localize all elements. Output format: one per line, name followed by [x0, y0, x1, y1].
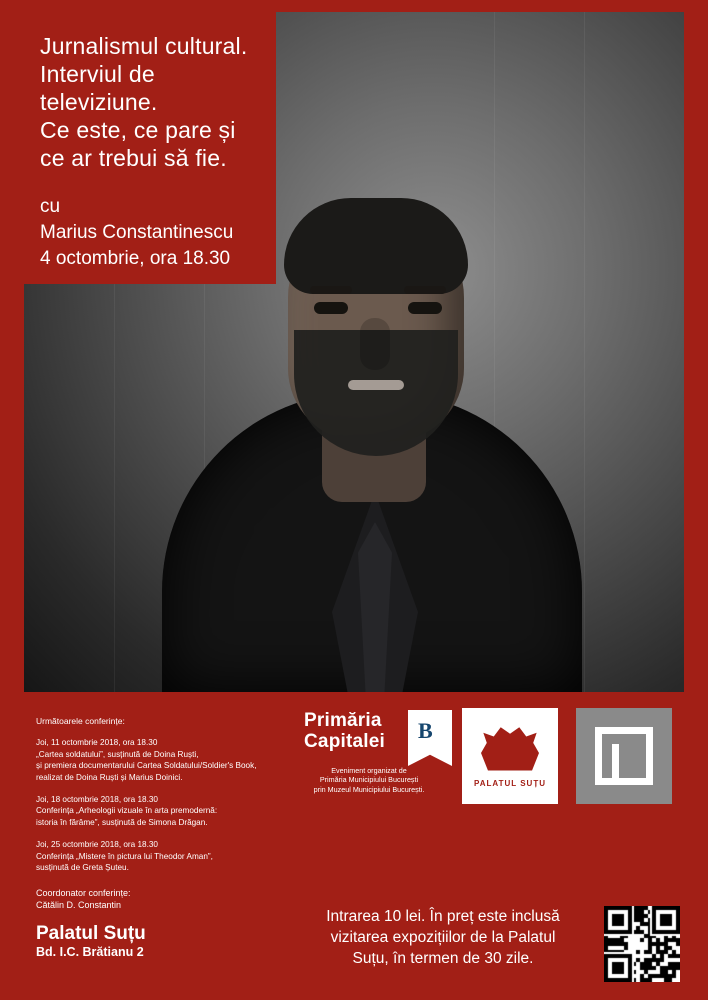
- mouth: [348, 380, 404, 390]
- price-line-3: Suțu, în termen de 30 zile.: [352, 950, 534, 967]
- conference-line-1: Conferința „Mistere în pictura lui Theodor Aman”,: [36, 851, 213, 861]
- title-with: cu: [40, 196, 61, 217]
- conference-date: Joi, 18 octombrie 2018, ora 18.30: [36, 795, 158, 805]
- nose: [360, 318, 390, 370]
- eyebrow-right: [404, 286, 446, 294]
- price-line-2: vizitarea expozițiilor de la Palatul: [330, 929, 556, 946]
- upcoming-lead: Următoarele conferințe:: [36, 716, 125, 726]
- qr-code[interactable]: [604, 906, 680, 982]
- eyebrow-left: [310, 286, 352, 294]
- organizer-line-3: prin Muzeul Municipiului București.: [313, 784, 425, 794]
- logo-primaria-capitalei: [304, 710, 452, 808]
- venue-address: Bd. I.C. Brătianu 2: [36, 945, 144, 960]
- coordinator-block: [36, 887, 264, 911]
- title-line-1: Jurnalismul cultural.: [40, 33, 248, 59]
- conference-line-2: istoria în fărâme”, susținută de Simona Drăgan.: [36, 817, 208, 827]
- price-note: [300, 906, 586, 969]
- price-line-1: Intrarea 10 lei. În preț este inclusă: [326, 908, 560, 925]
- background-stripe: [584, 12, 585, 692]
- sutu-label: PALATUL SUȚU: [474, 778, 546, 788]
- title-line-3: televiziune.: [40, 89, 158, 115]
- logo-palatul-sutu: [462, 708, 558, 804]
- conference-line-1: Conferința „Arheologii vizuale în arta premodernă:: [36, 806, 218, 816]
- coordinator-label: Coordonator conferințe:: [36, 888, 131, 899]
- coordinator-name: Cătălin D. Constantin: [36, 900, 122, 911]
- conference-line-2: și premiera documentarului Cartea Soldatului/Soldier's Book,: [36, 761, 257, 771]
- title-block: [24, 12, 276, 284]
- conference-item: [36, 794, 264, 828]
- conference-date: Joi, 11 octombrie 2018, ora 18.30: [36, 738, 158, 748]
- title-line-2: Interviul de: [40, 61, 155, 87]
- venue-name: Palatul Suțu: [36, 923, 146, 945]
- speaker-name: Marius Constantinescu: [40, 222, 234, 243]
- crest-icon: [408, 710, 452, 766]
- qr-canvas: [604, 906, 680, 982]
- title-line-5: ce ar trebui să fie.: [40, 145, 227, 171]
- lion-icon: [481, 725, 539, 771]
- logo-muzeul-bucuresti: [576, 708, 672, 804]
- conference-date: Joi, 25 octombrie 2018, ora 18.30: [36, 840, 158, 850]
- eye-left: [314, 302, 348, 314]
- eye-right: [408, 302, 442, 314]
- organizer-line-1: Eveniment organizat de: [331, 766, 407, 775]
- event-date: 4 octombrie, ora 18.30: [40, 248, 231, 269]
- conference-item: [36, 839, 264, 873]
- hair: [284, 198, 468, 294]
- conference-item: [36, 737, 264, 783]
- organizer-line-2: Primăria Municipiului București: [319, 775, 419, 785]
- crest-letter: B: [418, 718, 433, 743]
- pmb-title-line-1: Primăria: [304, 710, 382, 731]
- conference-line-3: realizat de Doina Ruști și Marius Doinici.: [36, 772, 183, 782]
- upcoming-conferences-panel: [24, 704, 276, 988]
- conference-line-2: susținută de Greta Șuteu.: [36, 863, 129, 873]
- conference-line-1: „Cartea soldatului”, susținută de Doina Ruști,: [36, 749, 199, 759]
- logo-row: [300, 704, 684, 814]
- pmb-title-line-2: Capitalei: [304, 731, 385, 752]
- title-line-4: Ce este, ce pare și: [40, 117, 236, 143]
- mb-monogram-icon: [595, 727, 653, 785]
